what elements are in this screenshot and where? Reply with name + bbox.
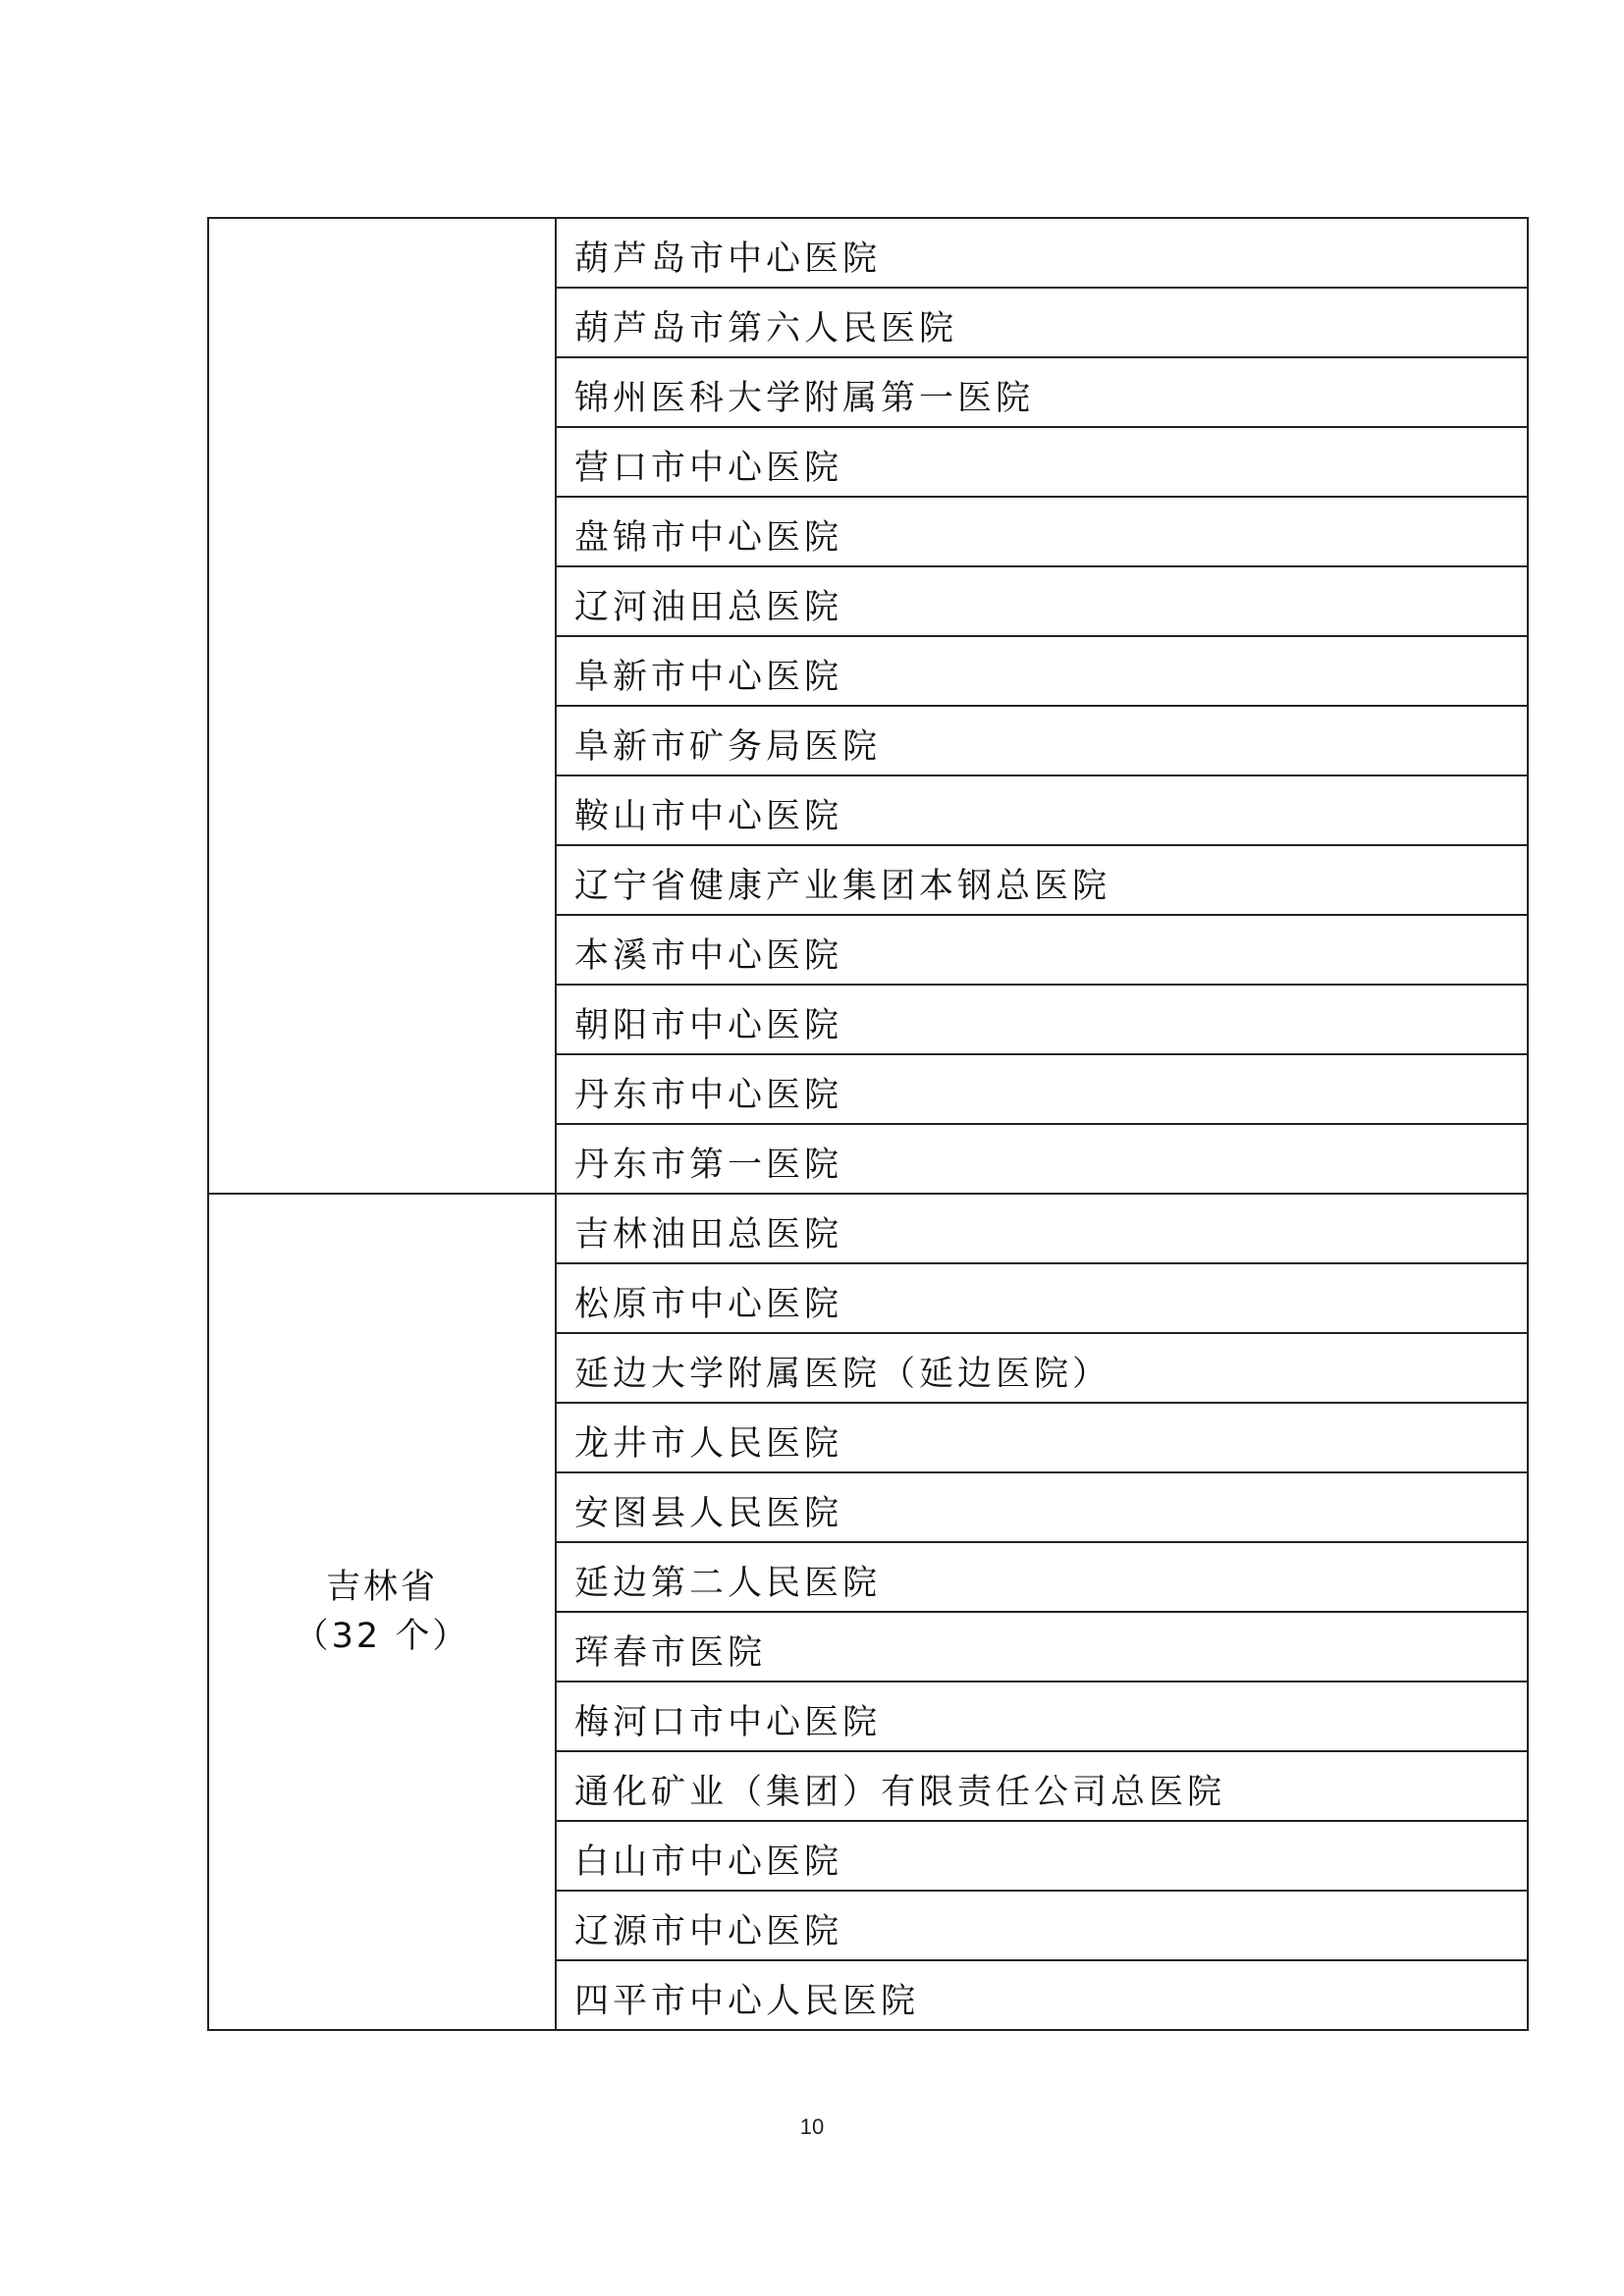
hospital-name-cell: 丹东市第一医院 (556, 1124, 1528, 1194)
hospital-name-cell: 白山市中心医院 (556, 1821, 1528, 1891)
hospital-name-cell: 本溪市中心医院 (556, 915, 1528, 985)
hospital-name-cell: 龙井市人民医院 (556, 1403, 1528, 1472)
hospital-name-cell: 辽宁省健康产业集团本钢总医院 (556, 845, 1528, 915)
province-count: （32 个） (294, 1617, 470, 1656)
province-name: 吉林省 (325, 1568, 438, 1607)
hospital-name-cell: 吉林油田总医院 (556, 1194, 1528, 1263)
hospital-name-cell: 四平市中心人民医院 (556, 1960, 1528, 2030)
table-row (208, 218, 1528, 288)
hospital-name-cell: 盘锦市中心医院 (556, 497, 1528, 566)
hospital-name-cell: 锦州医科大学附属第一医院 (556, 357, 1528, 427)
hospital-name-cell: 辽河油田总医院 (556, 566, 1528, 636)
hospital-name-cell: 阜新市矿务局医院 (556, 706, 1528, 775)
hospital-name-cell: 珲春市医院 (556, 1612, 1528, 1682)
hospital-name-cell: 延边第二人民医院 (556, 1542, 1528, 1612)
table-row (208, 1194, 1528, 1263)
hospital-list-table (207, 217, 1529, 2031)
page-number: 10 (799, 2114, 825, 2139)
hospital-name-cell: 朝阳市中心医院 (556, 985, 1528, 1054)
province-cell (208, 1194, 556, 2030)
hospital-name-cell: 鞍山市中心医院 (556, 775, 1528, 845)
hospital-name-cell: 通化矿业（集团）有限责任公司总医院 (556, 1751, 1528, 1821)
hospital-name-cell: 安图县人民医院 (556, 1472, 1528, 1542)
hospital-name-cell: 松原市中心医院 (556, 1263, 1528, 1333)
hospital-name-cell: 梅河口市中心医院 (556, 1682, 1528, 1751)
hospital-name-cell: 辽源市中心医院 (556, 1891, 1528, 1960)
hospital-name-cell: 阜新市中心医院 (556, 636, 1528, 706)
hospital-name-cell: 延边大学附属医院（延边医院） (556, 1333, 1528, 1403)
hospital-name-cell: 葫芦岛市中心医院 (556, 218, 1528, 288)
hospital-table-body (208, 218, 1528, 2030)
hospital-name-cell: 丹东市中心医院 (556, 1054, 1528, 1124)
hospital-name-cell: 营口市中心医院 (556, 427, 1528, 497)
province-cell (208, 218, 556, 1194)
hospital-name-cell: 葫芦岛市第六人民医院 (556, 288, 1528, 357)
